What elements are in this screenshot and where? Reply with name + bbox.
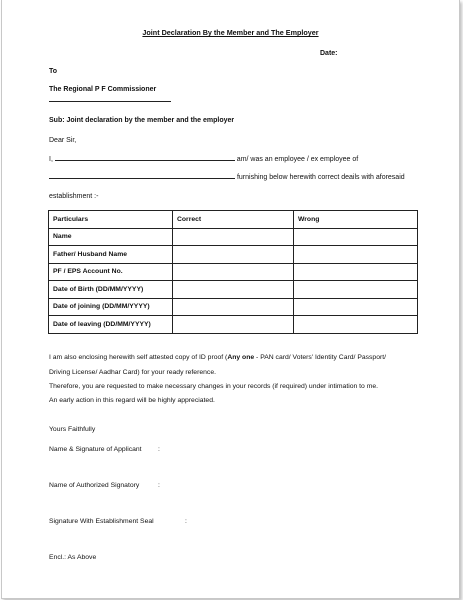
cell-correct [173,298,294,316]
particulars-table [48,210,418,334]
cell-correct [173,316,294,334]
row-label-account-no: PF / EPS Account No. [49,263,173,281]
declaration-line-1 [49,156,358,163]
table-header-wrong: Wrong [294,211,418,229]
table-header-correct: Correct [173,211,294,229]
establishment-seal-colon: : [185,518,187,525]
id-proof-paragraph-line-1 [49,354,386,361]
date-label: Date: [320,50,338,57]
cell-wrong [294,281,418,299]
appreciation-paragraph: An early action in this regard will be highly appreciated. [49,397,215,404]
declaration-line-3: establishment :- [49,193,99,200]
cell-correct [173,263,294,281]
id-proof-paragraph-line-2: Driving License/ Aadhar Card) for your ready reference. [49,369,216,376]
cell-wrong [294,263,418,281]
recipient-address-line [49,101,171,102]
request-paragraph: Therefore, you are requested to make necessary changes in your records (if required) under intimation to me. [49,383,379,390]
subject-line: Sub: Joint declaration by the member and the employer [49,117,235,124]
establishment-name-blank [49,178,235,179]
declaration-line-2 [49,174,405,181]
cell-correct [173,281,294,299]
to-label: To [49,68,58,75]
member-name-blank [55,160,235,161]
document-page [1,0,460,599]
line1-prefix: I, [49,156,53,163]
table-row [49,281,418,299]
signature-applicant-colon: : [158,446,160,453]
line2-suffix: furnishing below herewith correct deails with aforesaid [236,174,405,181]
cell-wrong [294,228,418,246]
row-label-date-of-leaving: Date of leaving (DD/MM/YYYY) [49,316,173,334]
closing: Yours Faithfully [49,426,96,433]
id-proof-any-one: Any one [227,354,255,361]
authorized-signatory-colon: : [158,482,160,489]
document-title: Joint Declaration By the Member and The Employer [142,28,319,37]
cell-correct [173,228,294,246]
cell-wrong [294,316,418,334]
table-row [49,246,418,264]
authorized-signatory-label: Name of Authorized Signatory [49,482,140,489]
table-header-particulars: Particulars [49,211,173,229]
row-label-date-of-birth: Date of Birth (DD/MM/YYYY) [49,281,173,299]
cell-wrong [294,246,418,264]
cell-correct [173,246,294,264]
signature-applicant-label: Name & Signature of Applicant [49,446,142,453]
id-proof-text-b: - PAN card/ Voters' Identity Card/ Passport/ [254,354,387,361]
table-row [49,228,418,246]
id-proof-text-a: I am also enclosing herewith self attested copy of ID proof ( [49,354,228,361]
table-row [49,263,418,281]
enclosure-note: Encl.: As Above [49,554,97,561]
salutation: Dear Sir, [49,137,77,144]
table-row [49,316,418,334]
cell-wrong [294,298,418,316]
table-row [49,298,418,316]
row-label-name: Name [49,228,173,246]
recipient: The Regional P F Commissioner [49,86,157,93]
establishment-seal-label: Signature With Establishment Seal [49,518,154,525]
row-label-father-husband-name: Father/ Husband Name [49,246,173,264]
table-header-row [49,211,418,229]
line1-suffix: am/ was an employee / ex employee of [236,156,359,163]
row-label-date-of-joining: Date of joining (DD/MM/YYYY) [49,298,173,316]
